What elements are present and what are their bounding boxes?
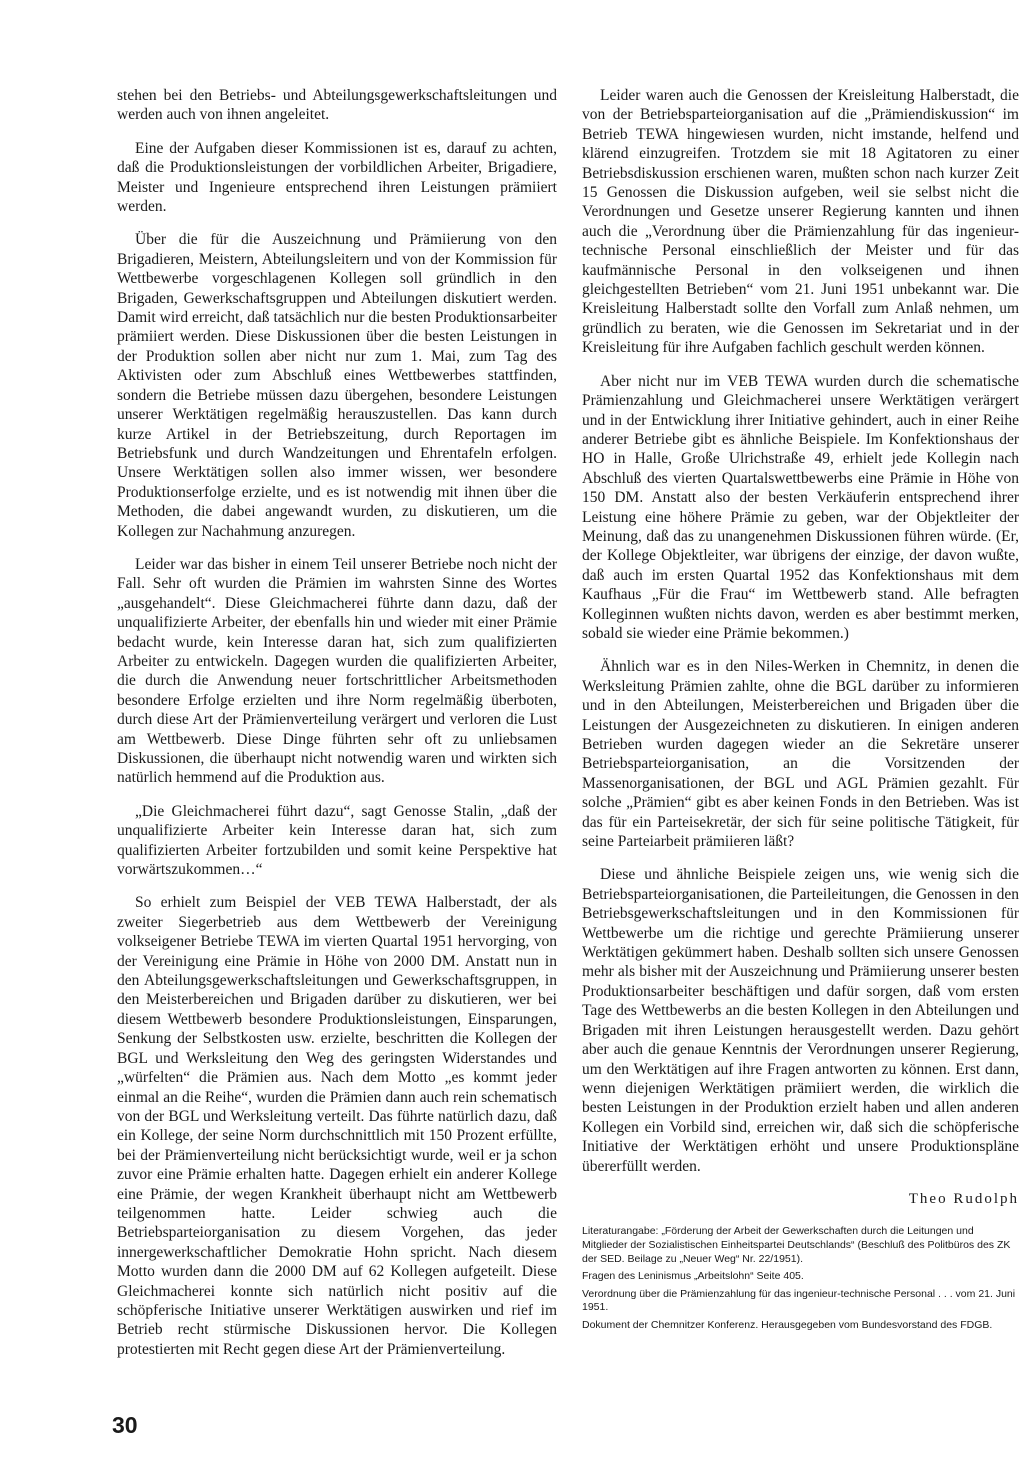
reference-item: Fragen des Leninismus „Arbeitslohn“ Seite 405. — [582, 1270, 804, 1283]
right-column — [582, 86, 1019, 1337]
reference-item: Verordnung über die Prämienzahlung für das ingenieur-technische Personal . . . vom 21. Juni 1951. — [582, 1287, 1016, 1314]
page-number: 30 — [112, 1412, 138, 1438]
paragraph: Eine der Aufgaben dieser Kommissionen ist es, darauf zu achten, daß die Produktionsleistungen der vorbildlichen Arbeiter, Brigadiere, Meister und Ingenieure entsprechend ihren Leistungen prämiiert werden. — [117, 139, 557, 216]
reference-item: Literaturangabe: „Förderung der Arbeit der Gewerkschaften durch die Leitungen und Mitglieder der Sozialistischen Einheitspartei Deutschlands“ (Beschluß des Politbüros des ZK der SED. Beilage zu „Neuer Weg“ Nr. 22/1951). — [582, 1225, 1011, 1265]
paragraph: Aber nicht nur im VEB TEWA wurden durch die schematische Prämienzahlung und Gleichmacherei unsere Werktätigen verärgert und in der Entwicklung ihrer Initiative gehindert, auch in einer Reihe anderer Betriebe gibt es ähnliche Beispiele. Im Konfektionshaus der HO in Halle, Große Ulrichstraße 49, erhielt jede Kollegin nach Abschluß des vierten Quartalswettbewerbs eine Prämie in Höhe von 150 DM. Anstatt also der besten Verkäuferin entsprechend ihrer Leistung eine höhere Prämie zu geben, war der Objektleiter der Meinung, daß das zu unangenehmen Diskussionen führen würde. (Er, der Kollege Objektleiter, war übrigens der einzige, der davon wußte, daß auch im ersten Quartal 1952 das Konfektionshaus mit dem Kaufhaus „Für die Frau“ im Wettbewerb stand. Alle befragten Kolleginnen wußten nichts davon, werden es aber bestimmt merken, sobald sie wieder eine Prämie bekommen.) — [582, 372, 1019, 642]
paragraph: Diese und ähnliche Beispiele zeigen uns, wie wenig sich die Betriebsparteiorganisationen, die Parteileitungen, die Genossen in den Betriebsgewerkschaftsleitungen und in den Kommissionen für Wettbewerbe um die richtige und gerechte Prämiierung unserer Werktätigen gekümmert haben. Deshalb sollten sich unsere Genossen mehr als bisher mit der Auszeichnung und Prämiierung unserer besten Produktionsarbeiter beschäftigen und dafür sorgen, daß vom ersten Tage des Wettbewerbs an die besten Kollegen in den Abteilungen und Brigaden mit ihren Leistungen herausgestellt werden. Dazu gehört aber auch die genaue Kenntnis der Verordnungen unserer Regierung, um den Werktätigen auf ihre Fragen antworten zu können. Erst dann, wenn diejenigen Werktätigen prämiiert werden, die wirklich die besten Leistungen in der Produktion erzielt haben und allen anderen Kollegen ein Vorbild sind, erreichen wir, daß sich die schöpferische Initiative der Werktätigen erhöht und unsere Produktionspläne übererfüllt werden. — [582, 866, 1019, 1175]
references — [582, 1225, 1019, 1332]
quote-paragraph: „Die Gleichmacherei führt dazu“, sagt Genosse Stalin, „daß der unqualifizierte Arbeiter kein Interesse daran hat, sich zum qualifizierten Arbeiter fortzubilden und somit keine Perspektive hat vorwärtszukommen…“ — [117, 802, 557, 879]
paragraph: Leider waren auch die Genossen der Kreisleitung Halberstadt, die von der Betriebsparteiorganisation auf die „Prämiendiskussion“ im Betrieb TEWA hingewiesen wurden, nicht imstande, helfend und klärend einzugreifen. Trotzdem sie mit 18 Agitatoren zu einer Betriebsdiskussion erschienen waren, mußten schon nach kurzer Zeit 15 Genossen die Diskussion aufgeben, weil sie selbst nicht die Verordnungen und Gesetze unserer Regierung kannten und ihnen auch die „Verordnung über die Prämienzahlung für das ingenieur-technische Personal einschließlich der Meister und für das kaufmännische Personal in den volkseigenen und ihnen gleichgestellten Betrieben“ vom 21. Juni 1951 unbekannt war. Die Kreisleitung Halberstadt sollte den Vorfall zum Anlaß nehmen, um gründlich zu beraten, wie die Genossen im Sekretariat und in der Kreisleitung für ihre Aufgaben fachlich geschult werden können. — [582, 87, 1019, 357]
left-column — [117, 86, 557, 1373]
author-signature: Theo Rudolph — [908, 1190, 1019, 1207]
reference-item: Dokument der Chemnitzer Konferenz. Herausgegeben vom Bundesvorstand des FDGB. — [582, 1318, 993, 1331]
paragraph: Über die für die Auszeichnung und Prämiierung von den Brigadieren, Meistern, Abteilungsleitern und von der Kommission für Wettbewerbe vorgeschlagenen Kollegen soll gründlich in den Brigaden, Gewerkschaftsgruppen und Abteilungen diskutiert werden. Damit wird erreicht, daß tatsächlich nur die besten Produktionsarbeiter prämiiert werden. Diese Diskussionen über die besten Leistungen in der Produktion sollen aber nicht nur zum 1. Mai, zum Tag des Aktivisten oder zum Abschluß eines Wettbewerbes stattfinden, sondern die Betriebe müssen dazu übergehen, besondere Leistungen unserer Werktätigen regelmäßig herauszustellen. Das kann durch kurze Artikel in der Betriebszeitung, durch Reportagen im Betriebsfunk und durch Wandzeitungen und Ehrentafeln erfolgen. Unsere Werktätigen sollen also immer wissen, wer besondere Produktionserfolge erzielte, und es ist notwendig mit ihnen über die Methoden, die dabei angewandt wurden, zu diskutieren, um die Kollegen zur Nachahmung anzuregen. — [117, 231, 557, 540]
paragraph: stehen bei den Betriebs- und Abteilungsgewerkschaftsleitungen und werden auch von ihnen angeleitet. — [117, 87, 557, 124]
paragraph: Leider war das bisher in einem Teil unserer Betriebe noch nicht der Fall. Sehr oft wurden die Prämien im wahrsten Sinne des Wortes „ausgehandelt“. Diese Gleichmacherei führte dann dazu, daß der unqualifizierte Arbeiter, der ebenfalls hin und wieder mit einer Prämie bedacht wurde, kein Interesse daran hat, sich zum qualifizierten Arbeiter zu entwickeln. Dagegen wurden die qualifizierten Arbeiter, die durch die Anwendung neuer fortschrittlicher Arbeitsmethoden besondere Erfolge erzielten und ihre Norm regelmäßig überboten, durch diese Art der Prämienverteilung verärgert und verloren die Lust am Wettbewerb. Diese Dinge führten sehr oft zu unliebsamen Diskussionen, die überhaupt nicht notwendig waren und wirkten sich natürlich hemmend auf die Produktion aus. — [117, 555, 557, 787]
paragraph: So erhielt zum Beispiel der VEB TEWA Halberstadt, der als zweiter Siegerbetrieb aus dem Wettbewerb der Vereinigung volkseigener Betriebe TEWA im vierten Quartal 1951 hervorging, von der Vereinigung eine Prämie in Höhe von 2000 DM. Anstatt nun in den Abteilungsgewerkschaftsleitungen und Gewerkschaftsgruppen, in den Meisterbereichen und Brigaden darüber zu diskutieren, wer bei diesem Wettbewerb besondere Produktionsleistungen, Einsparungen, Senkung der Selbstkosten usw. erzielte, beschritten die Kollegen der BGL und Werksleitung den Weg des geringsten Widerstandes und „würfelten“ die Prämien aus. Nach dem Motto „es kommt jeder einmal an die Reihe“, wurden die Prämien dann auch rein schematisch von der BGL und Werksleitung verteilt. Das führte natürlich dazu, daß ein Kollege, der seine Norm durchschnittlich mit 150 Prozent erfüllte, bei der Prämienverteilung nicht berücksichtigt wurde, weil er ja schon zuvor eine Prämie erhalten hatte. Dagegen erhielt ein anderer Kollege eine Prämie, der wegen Krankheit überhaupt nicht am Wettbewerb teilgenommen hatte. Leider schwieg auch die Betriebsparteiorganisation zu diesem Vorgehen, das jeder innergewerkschaftlicher Demokratie Hohn spricht. Nach diesem Motto wurden dann die 2000 DM auf 62 Kollegen aufgeteilt. Diese Gleichmacherei konnte sich natürlich nicht positiv auf die schöpferische Initiative unserer Werktätigen auswirken und rief im Betrieb recht stürmische Diskussionen hervor. Die Kollegen protestierten mit Recht gegen diese Art der Prämienverteilung. — [117, 894, 557, 1358]
paragraph: Ähnlich war es in den Niles-Werken in Chemnitz, in denen die Werksleitung Prämien zahlte, ohne die BGL darüber zu informieren und in den Abteilungen, Meisterbereichen und Brigaden über die Leistungen der Ausgezeichneten zu diskutieren. In einigen anderen Betrieben wurden dagegen wieder an die Sekretäre unserer Betriebsparteiorganisation, an die Vorsitzenden der Massenorganisationen, der BGL und AGL Prämien gezahlt. Für solche „Prämien“ gibt es aber keinen Fonds in den Betrieben. Was ist das für ein Parteisekretär, der sich für seine politische Tätigkeit, für seine Parteiarbeit prämiieren läßt? — [582, 658, 1019, 851]
